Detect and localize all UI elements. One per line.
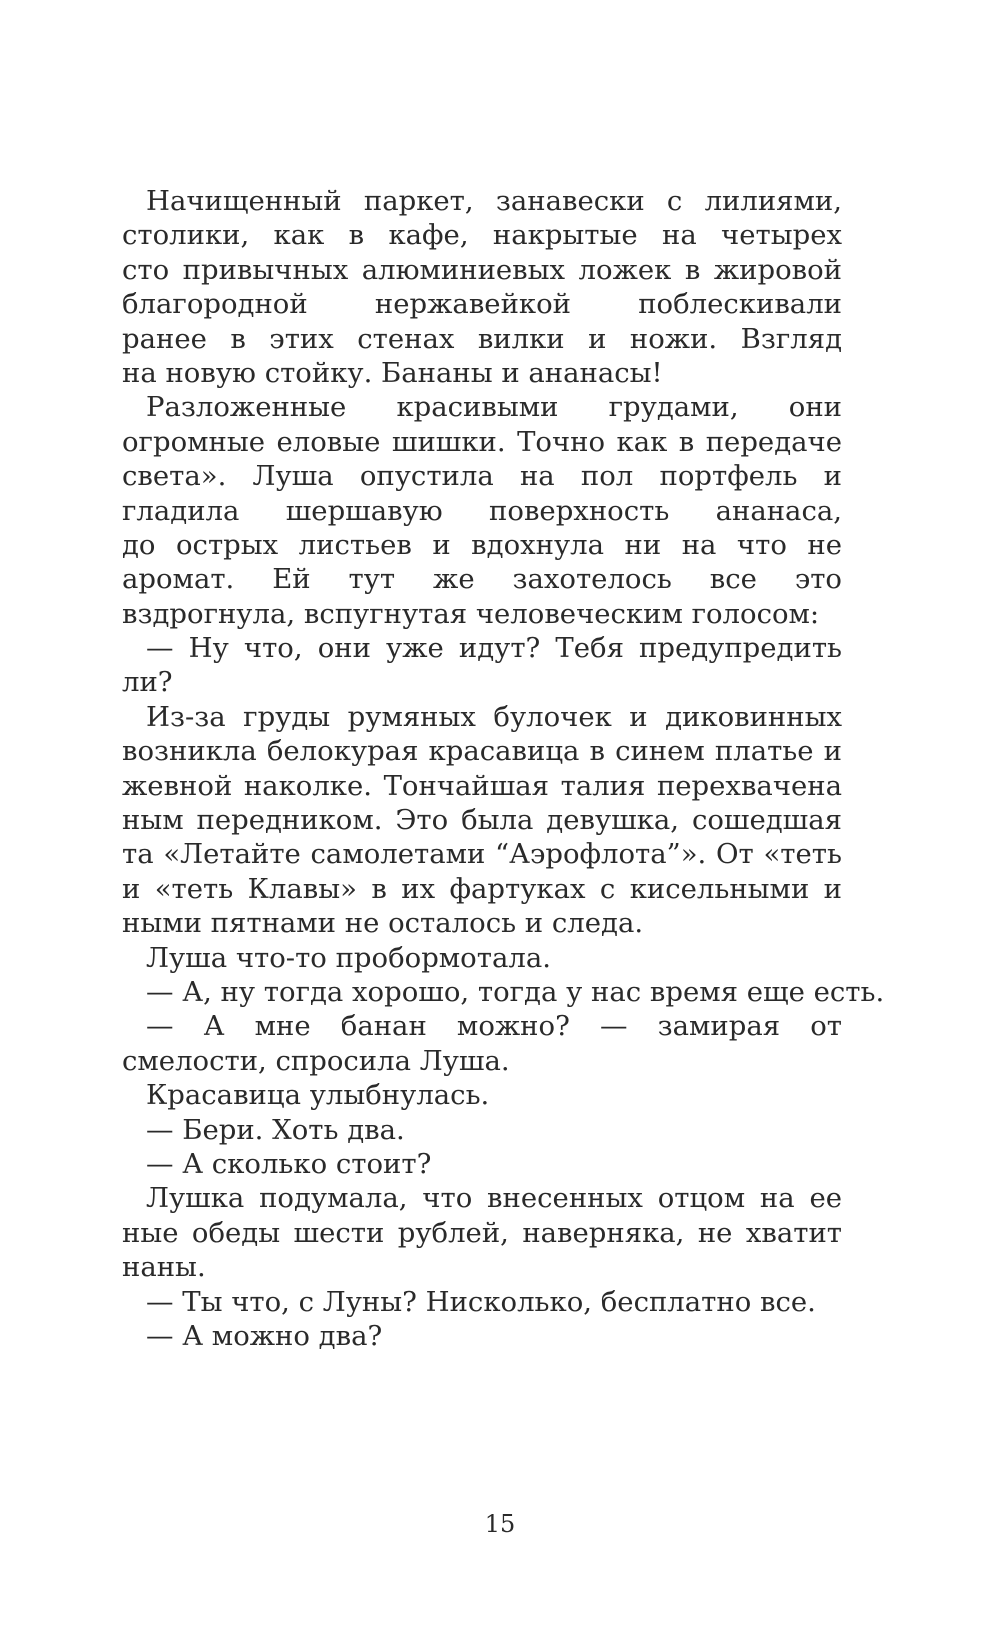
text-line: вздрогнула, вспугнутая человеческим голосом: — [122, 597, 820, 630]
page-body-text — [122, 184, 885, 1353]
page-number: 15 — [484, 1510, 516, 1538]
text-line: та «Летайте самолетами “Аэрофлота”». От «теть — [122, 838, 842, 871]
text-line: ные обеды шести рублей, наверняка, не хватит — [122, 1216, 842, 1249]
text-line: ранее в этих стенах вилки и ножи. Взгляд — [122, 322, 842, 355]
text-line: Из-за груды румяных булочек и диковинных — [146, 700, 842, 733]
text-line: благородной нержавейкой поблескивали — [122, 288, 842, 321]
text-line: — А сколько стоит? — [146, 1147, 432, 1180]
text-line: Луша что-то пробормотала. — [146, 941, 551, 974]
text-line: ным передником. Это была девушка, сошедшая — [122, 804, 842, 837]
text-line: наны. — [122, 1251, 206, 1284]
text-line: — А можно два? — [146, 1319, 383, 1352]
text-line: жевной наколке. Тончайшая талия перехвачена — [122, 769, 842, 802]
text-line: Красавица улыбнулась. — [146, 1079, 490, 1112]
text-line: огромные еловые шишки. Точно как в передаче — [122, 425, 842, 458]
text-line: Разложенные красивыми грудами, они — [146, 391, 842, 424]
text-line: возникла белокурая красавица в синем платье и — [122, 735, 842, 768]
text-line: смелости, спросила Луша. — [122, 1044, 510, 1077]
text-line: столики, как в кафе, накрытые на четырех — [122, 219, 842, 252]
text-line: и «теть Клавы» в их фартуках с кисельными и — [122, 872, 842, 905]
text-line: — А, ну тогда хорошо, тогда у нас время еще есть. — [146, 975, 885, 1008]
text-line: — Бери. Хоть два. — [146, 1113, 405, 1146]
text-line: Начищенный паркет, занавески с лилиями, — [146, 185, 842, 217]
text-line: — Ты что, с Луны? Нисколько, бесплатно все. — [146, 1285, 816, 1318]
text-line: света». Луша опустила на пол портфель и — [122, 460, 842, 493]
text-line: — А мне банан можно? — замирая от — [146, 1010, 842, 1043]
text-line: гладила шершавую поверхность ананаса, — [122, 494, 842, 527]
text-line: аромат. Ей тут же захотелось все это — [122, 563, 842, 596]
text-line: Лушка подумала, что внесенных отцом на ее — [146, 1182, 842, 1215]
text-line: ными пятнами не осталось и следа. — [122, 907, 644, 940]
text-line: ли? — [122, 666, 173, 699]
text-line: на новую стойку. Бананы и ананасы! — [122, 356, 663, 389]
text-line: до острых листьев и вдохнула ни на что не — [122, 528, 842, 561]
text-line: — Ну что, они уже идут? Тебя предупредить — [146, 632, 842, 665]
text-line: сто привычных алюминиевых ложек в жировой — [122, 253, 842, 286]
